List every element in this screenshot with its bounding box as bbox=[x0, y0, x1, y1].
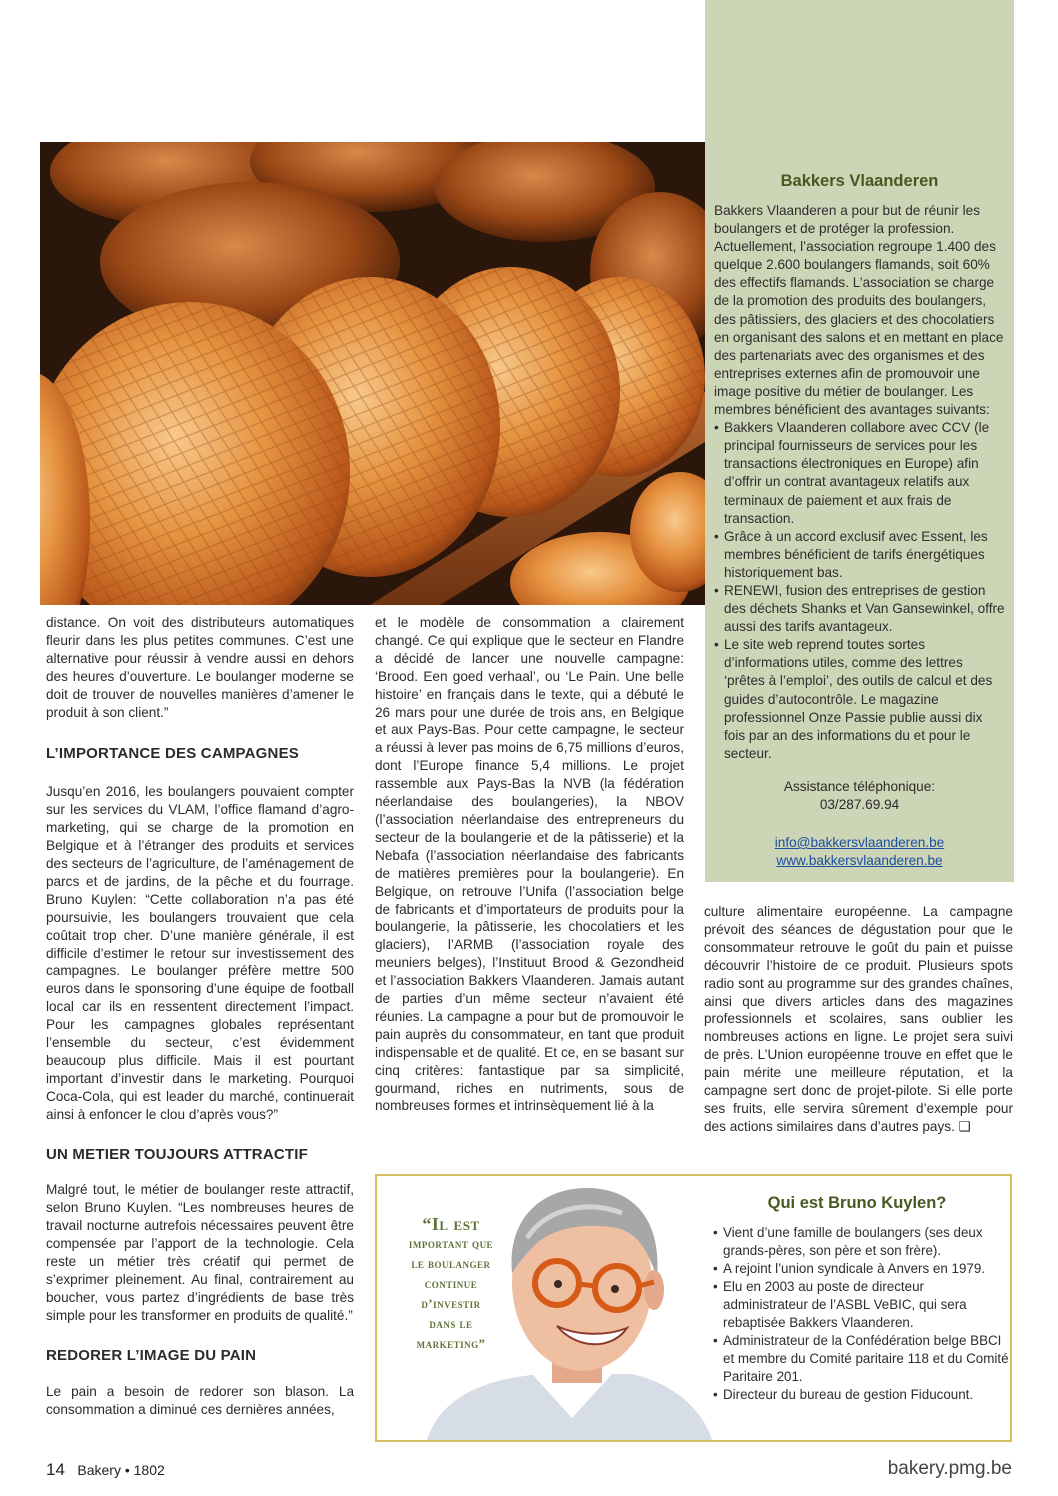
article-column-3 bbox=[704, 903, 1013, 1136]
list-item: • Elu en 2003 au poste de directeur administrateur de l’ASBL VeBIC, qui sera rebaptisée Bakkers Vlaanderen. bbox=[713, 1278, 1009, 1332]
paragraph: et le modèle de consommation a clairement changé. Ce qui explique que le secteur en Flandre a décidé de lancer une nouvelle campagne: ‘Brood. Een goed verhaal’, ou ‘Le Pain. Une belle histoire’ en français dans le texte, qui a débuté le 26 mars pour une durée de trois ans, en Belgique et aux Pays-Bas. Pour cette campagne, le secteur a réussi à lever pas moins de 6,75 millions d’euros, dont l’Europe finance 5,4 millions. Le projet rassemble aux Pays-Bas la NVB (la fédération néerlandaise des boulangeries), la NBOV (l’association néerlandaise des entrepreneurs du secteur de la boulangerie et de la pâtisserie) et la Nebafa (l’association néerlandaise des fabricants de matières premières pour la boulangerie). En Belgique, on retrouve l’Unifa (l’association belge de fabricants et d’importateurs de produits pour la boulangerie, la pâtisserie, les chocolatiers et les glaciers), l’ARMB (l’association royale des meuniers belges), l’Instituut Brood & Gezondheid et l’association Bakkers Vlaanderen. Jamais autant de parties d’un même secteur n’avaient été réunies. La campagne a pour but de promouvoir le pain auprès du consommateur, en tant que produit indispensable et de qualité. Et ce, en se basant sur cinq critères: fantastique par sa simplicité, gourmand, riches en nutriments, sous de nombreuses formes et intrinsèquement lié à la bbox=[375, 615, 684, 1114]
section-heading: REDORER L’IMAGE DU PAIN bbox=[46, 1346, 257, 1364]
sidebar-benefits-list bbox=[714, 419, 1006, 763]
page-number: 14 bbox=[46, 1460, 65, 1479]
paragraph: Le pain a besoin de redorer son blason. La consommation a diminué ces dernières années, bbox=[46, 1383, 354, 1417]
bio-box bbox=[375, 1174, 1012, 1442]
paragraph: Jusqu’en 2016, les boulangers pouvaient compter sur les services du VLAM, l’office flamand d’agro-marketing, qui se charge de la promotion en Belgique et à l’étranger des produits et services des secteurs de l’agriculture, de l’aménagement de parcs et de jardins, de la pêche et du fourrage. Bruno Kuylen: “Cette collaboration n’a pas été poursuivie, les boulangers trouvaient que cela coûtait trop cher. D’une manière générale, il est difficile d’estimer le retour sur investissement des campagnes. Le boulanger préfère mettre 500 euros dans le sponsoring d’une équipe de football local car ils en ressentent directement l’impact. Pour les campagnes globales représentant l’ensemble du secteur, c’est évidemment beaucoup plus difficile. Mais il est pourtant important d’investir dans le marketing. Pourquoi Coca-Cola, qui est leader du marché, continuerait ainsi à enfoncer le clou d’après vous?” bbox=[46, 784, 354, 1122]
website-link[interactable]: www.bakkersvlaanderen.be bbox=[776, 853, 943, 868]
sidebar-body bbox=[714, 202, 1006, 763]
quote-line: important que bbox=[408, 1237, 494, 1251]
list-item: • RENEWI, fusion des entreprises de gestion des déchets Shanks et Van Gansewinkel, offre aussi des tarifs avantageux. bbox=[714, 582, 1006, 636]
article-column-2 bbox=[375, 614, 684, 1115]
quote-line: le boulanger bbox=[411, 1257, 491, 1271]
list-item: • Grâce à un accord exclusif avec Essent, les membres bénéficient de tarifs énergétiques historiquement bas. bbox=[714, 528, 1006, 582]
quote-line: continue bbox=[424, 1277, 478, 1291]
pull-quote bbox=[389, 1214, 513, 1354]
list-item: • Vient d’une famille de boulangers (ses deux grands-pères, son père et son frère). bbox=[713, 1224, 1009, 1260]
list-item: • Le site web reprend toutes sortes d’informations utiles, comme des lettres ‘prêtes à l’emploi’, des outils de calcul et des guides d’autocontrôle. Le magazine professionnel Onze Passie publie aussi dix fois par an des informations du et pour le secteur. bbox=[714, 636, 1006, 763]
sidebar-links bbox=[705, 834, 1014, 870]
paragraph bbox=[704, 903, 1013, 1136]
quote-line: dans le bbox=[429, 1317, 473, 1331]
quote-line: “Il est bbox=[422, 1214, 480, 1234]
list-item: • Administrateur de la Confédération belge BBCI et membre du Comité paritaire 118 et du Comité Paritaire 201. bbox=[713, 1332, 1009, 1386]
section-heading: UN METIER TOUJOURS ATTRACTIF bbox=[46, 1145, 308, 1163]
bio-list bbox=[713, 1224, 1009, 1404]
article-column-1 bbox=[46, 614, 354, 1418]
sidebar-intro: Bakkers Vlaanderen a pour but de réunir les boulangers et de protéger la profession. Actuellement, l’association regroupe 1.400 des quelque 2.600 boulangers flamands, soit 60% des effectifs flamands. L’association se charge de la promotion des produits des boulangers, des pâtissiers, des glaciers et des chocolatiers en organisant des salons et en mettant en place des partenariats avec des organismes et des entreprises externes afin de promouvoir une image positive du métier de boulanger. Les membres bénéficient des avantages suivants: bbox=[714, 203, 1004, 418]
bio-title: Qui est Bruno Kuylen? bbox=[767, 1194, 947, 1212]
list-item: • Directeur du bureau de gestion Fiducount. bbox=[713, 1386, 1009, 1404]
phone-number: 03/287.69.94 bbox=[819, 797, 900, 812]
footer-website[interactable]: bakery.pmg.be bbox=[887, 1458, 1012, 1479]
phone-contact bbox=[705, 778, 1014, 814]
phone-label: Assistance téléphonique: bbox=[783, 779, 936, 794]
paragraph: distance. On voit des distributeurs automatiques fleurir dans les plus petites communes. C’est une alternative pour réussir à vendre aussi en dehors des heures d’ouverture. Le boulanger moderne se doit de trouver de nouvelles manières d’amener le produit à son client.” bbox=[46, 615, 354, 720]
page-footer-left bbox=[46, 1460, 165, 1480]
end-mark-icon: ❑ bbox=[958, 1118, 971, 1134]
sidebar-box bbox=[705, 0, 1014, 882]
bread-photo bbox=[40, 142, 705, 605]
magazine-issue: Bakery • 1802 bbox=[77, 1462, 165, 1478]
bread-loaves-illustration bbox=[40, 142, 705, 605]
quote-line: d’investir bbox=[421, 1297, 481, 1311]
list-item: • Bakkers Vlaanderen collabore avec CCV (le principal fournisseurs de services pour les transactions électroniques en Europe) afin d’offrir un contrat avantageux relatifs aux terminaux de paiement et aux frais de transaction. bbox=[714, 419, 1006, 528]
sidebar-title: Bakkers Vlaanderen bbox=[780, 172, 939, 190]
paragraph-text: culture alimentaire européenne. La campagne prévoit des séances de dégustation pour que le consommateur retrouve le goût du pain et puisse découvrir l’histoire de ce produit. Plusieurs spots radio sont au programme sur des grandes chaînes, ainsi que divers articles dans des magazines professionnels et scolaires, sans oublier les nombreuses actions en ligne. Le projet sera suivi de près. L’Union européenne trouve en effet que le pain mérite une meilleure réputation, et la campagne sert donc de projet-pilote. Si elle porte ses fruits, elle servira sûrement d’exemple pour des actions similaires dans d’autres pays. bbox=[704, 904, 1013, 1134]
paragraph: Malgré tout, le métier de boulanger reste attractif, selon Bruno Kuylen. “Les nombreuses heures de travail nocturne autrefois nécessaires peuvent être compensée par l’apport de la technologie. Cela reste un métier très créatif qui permet de s’exprimer pleinement. Au final, contrairement au boucher, vous partez d’ingrédients de base très simple pour les transformer en produits de qualité.” bbox=[46, 1182, 354, 1323]
quote-line: marketing” bbox=[416, 1337, 486, 1351]
list-item: • A rejoint l’union syndicale à Anvers en 1979. bbox=[713, 1260, 1009, 1278]
email-link[interactable]: info@bakkersvlaanderen.be bbox=[774, 835, 945, 850]
section-heading: L’IMPORTANCE DES CAMPAGNES bbox=[46, 745, 299, 763]
